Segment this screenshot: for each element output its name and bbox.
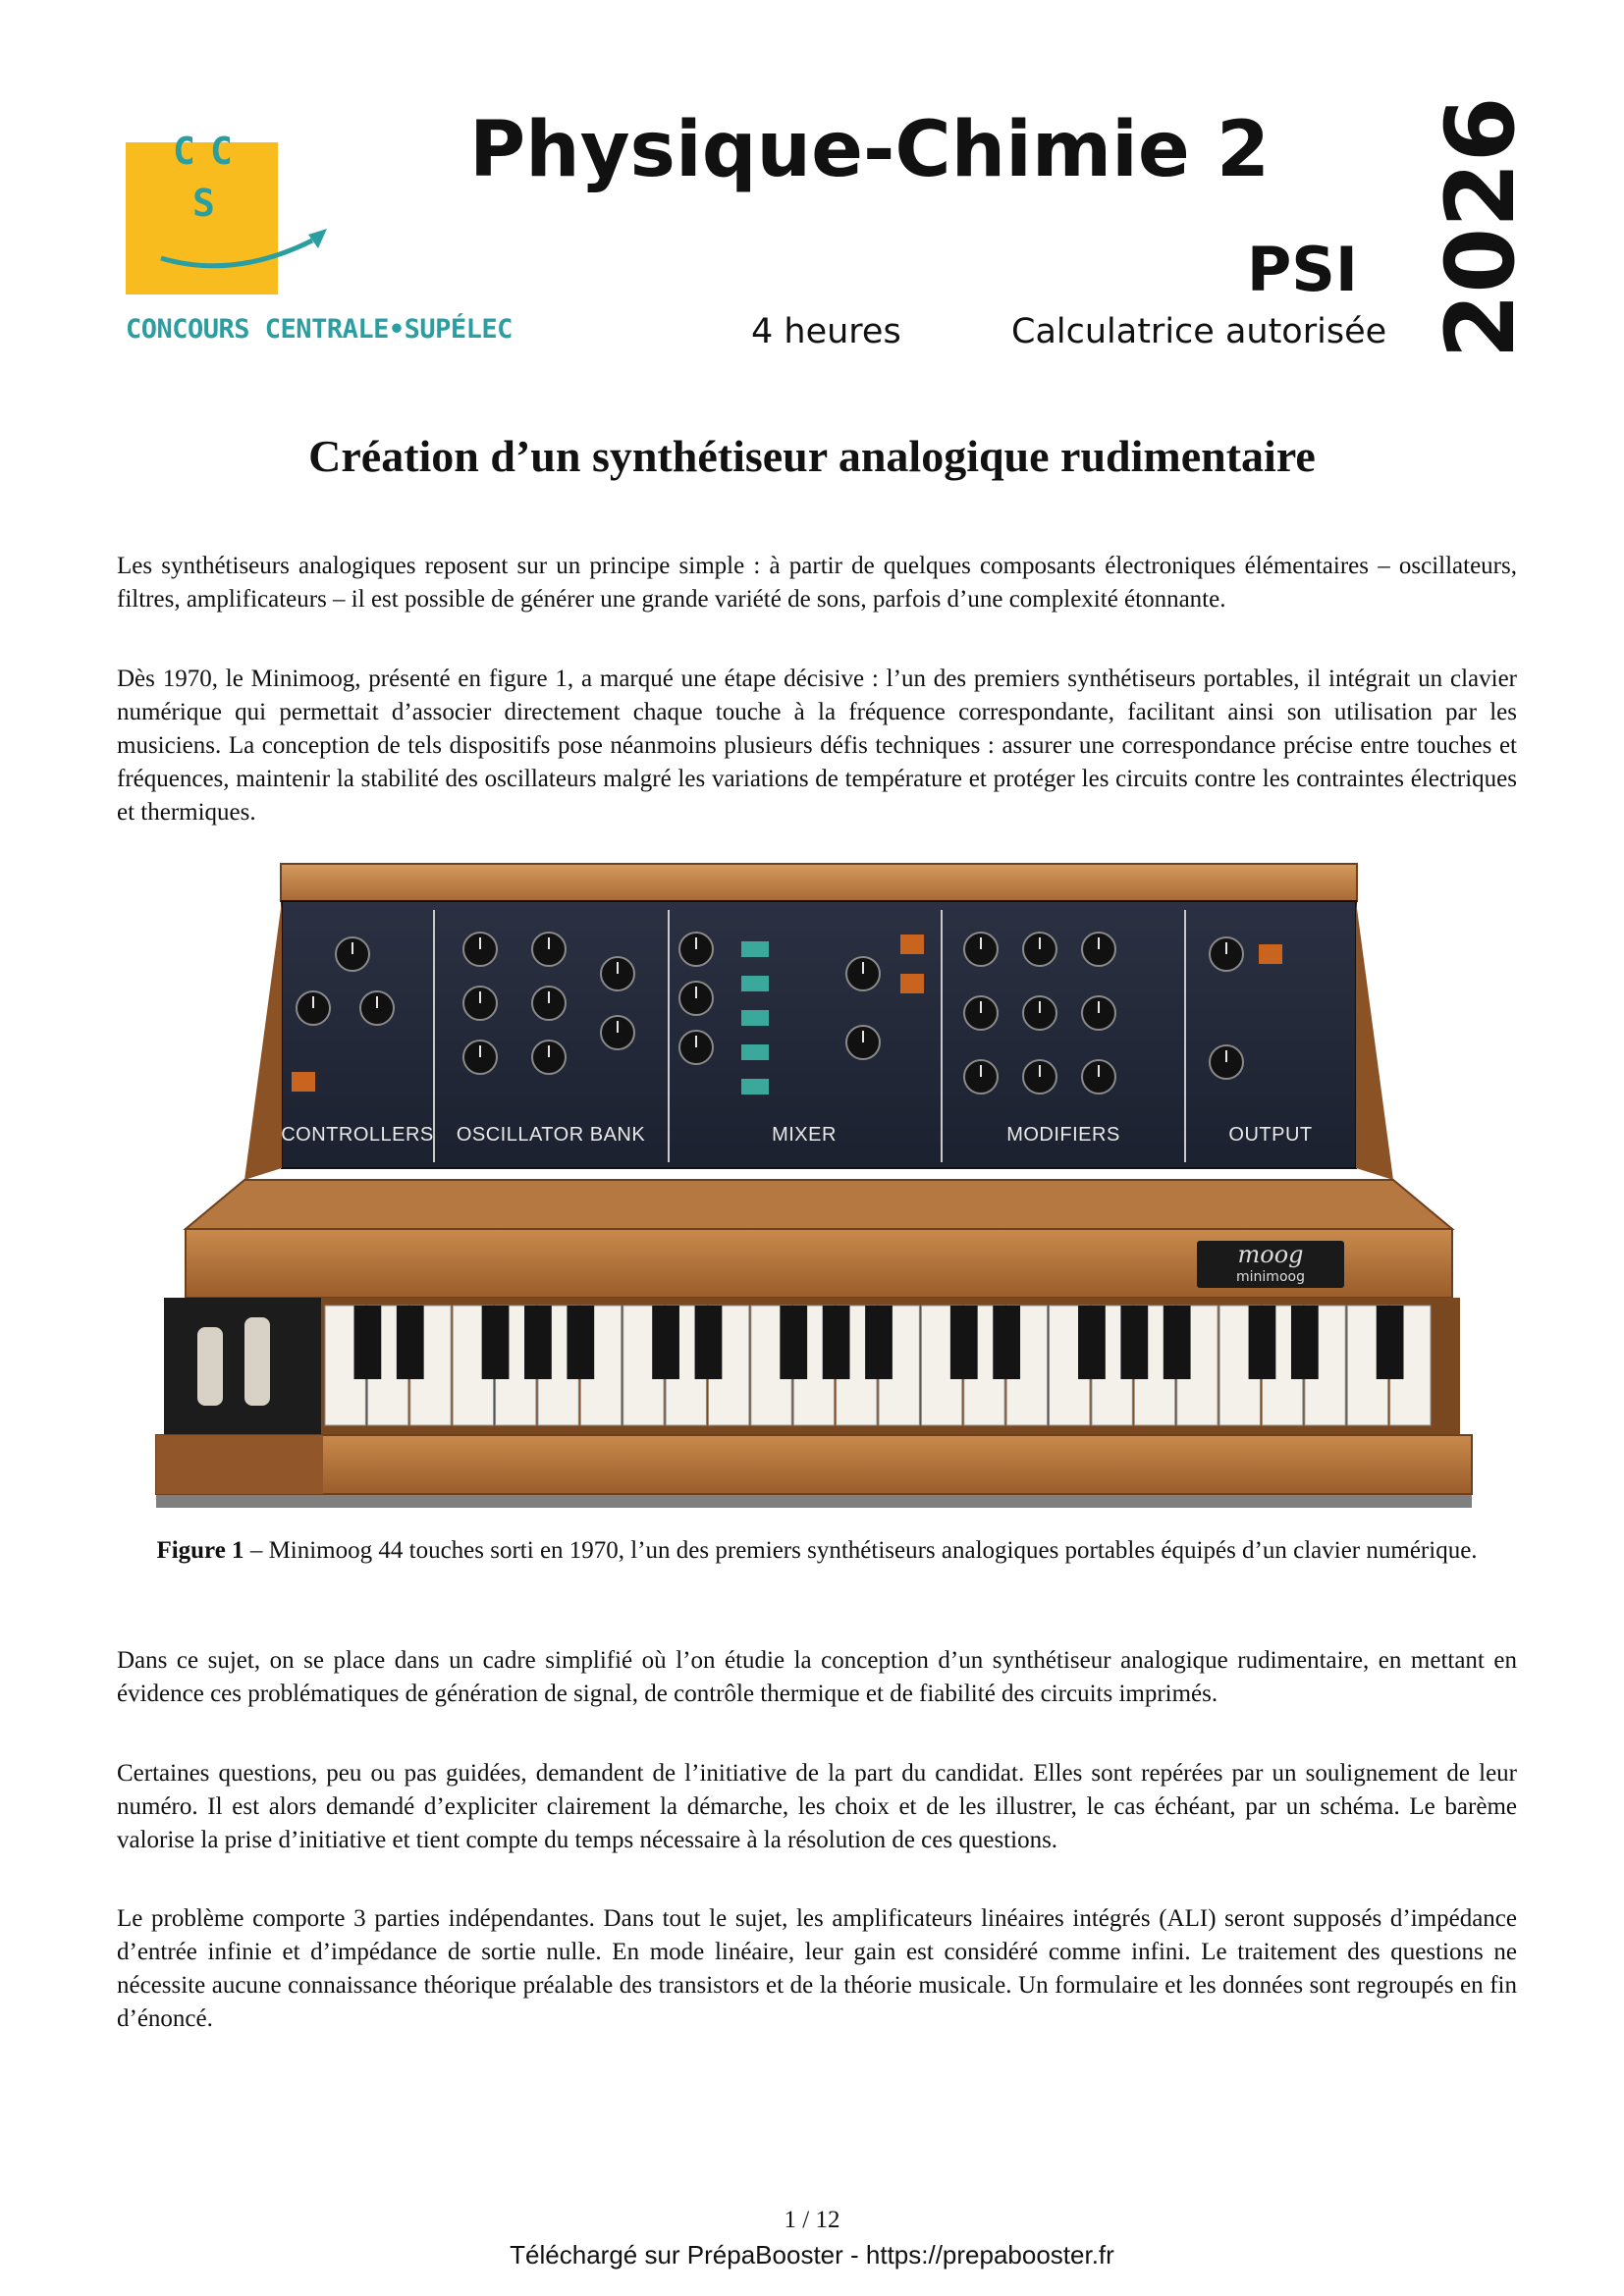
- orange-switch-icon: [900, 934, 924, 954]
- logo-letter-c2: C: [210, 130, 233, 173]
- structure-paragraph: Le problème comporte 3 parties indépendantes. Dans tout le sujet, les amplificateurs linéaires intégrés (ALI) seront supposés d’impédance d’entrée infinie et d’impédance de sortie nulle. En mode linéaire, leur gain est considéré comme infini. Le traitement des questions ne nécessite aucune connaissance théorique préalable des transistors et de la théorie musicale. Un formulaire et les données sont regroupés en fin d’énoncé.: [117, 1905, 1517, 2032]
- brand-logo: moog: [1237, 1241, 1304, 1268]
- exam-duration: 4 heures: [751, 312, 901, 351]
- black-key: [524, 1306, 552, 1379]
- download-footer: Téléchargé sur PrépaBooster - https://prepabooster.fr: [510, 2240, 1114, 2269]
- rocker-switch-icon: [741, 976, 769, 991]
- rocker-switch-icon: [741, 941, 769, 957]
- intro-paragraph-2: Dès 1970, le Minimoog, présenté en figure 1, a marqué une étape décisive : l’un des premiers synthétiseurs portables, il intégrait un clavier numérique qui permettait d’associer directement chaque touche à la fréquence correspondante, facilitant ainsi son utilisation par les musiciens. La conception de tels dispositifs pose néanmoins plusieurs défis techniques : assurer une correspondance précise entre touches et fréquences, maintenir la stabilité des oscillateurs malgré les variations de température et protéger les circuits contre les contraintes électriques et thermiques.: [117, 666, 1517, 826]
- black-key: [1291, 1306, 1319, 1379]
- black-key: [993, 1306, 1020, 1379]
- black-key: [397, 1306, 424, 1379]
- exam-title: Physique-Chimie 2: [469, 106, 1271, 194]
- minimoog-figure: [117, 856, 1517, 1516]
- figure-caption: [117, 1534, 1517, 1568]
- figure-caption-text: – Minimoog 44 touches sorti en 1970, l’un des premiers synthétiseurs analogiques portables équipés d’un clavier numérique.: [244, 1537, 1478, 1564]
- minimoog-illustration: [117, 856, 1517, 1516]
- exam-track: PSI: [1246, 234, 1358, 305]
- orange-switch-icon: [1259, 944, 1282, 964]
- panel-label-output: OUTPUT: [1228, 1124, 1313, 1146]
- orange-switch-icon: [292, 1072, 315, 1092]
- logo-letter-s: S: [192, 182, 215, 225]
- panel-label-controllers: CONTROLLERS: [281, 1124, 434, 1146]
- exam-year: 2026: [1426, 96, 1536, 359]
- black-key: [567, 1306, 594, 1379]
- rocker-switch-icon: [741, 1044, 769, 1060]
- logo-text: CONCOURS CENTRALE•SUPÉLEC: [126, 314, 513, 345]
- intro-paragraph-1: Les synthétiseurs analogiques reposent sur un principe simple : à partir de quelques composants électroniques élémentaires – oscillateurs, filtres, amplificateurs – il est possible de générer une grande variété de sons, parfois d’une complexité étonnante.: [117, 553, 1517, 613]
- rocker-switch-icon: [741, 1079, 769, 1095]
- orange-switch-icon: [900, 974, 924, 993]
- black-key: [1249, 1306, 1276, 1379]
- calculator-note: Calculatrice autorisée: [1011, 312, 1387, 351]
- concours-logo: [118, 113, 513, 348]
- black-key: [780, 1306, 807, 1379]
- black-key: [695, 1306, 723, 1379]
- page-number: 1 / 12: [784, 2207, 840, 2233]
- black-key: [1120, 1306, 1148, 1379]
- black-key: [1377, 1306, 1404, 1379]
- panel-label-mixer: MIXER: [772, 1124, 837, 1146]
- figure-label: Figure 1: [156, 1537, 244, 1564]
- black-key: [1164, 1306, 1191, 1379]
- model-name: minimoog: [1236, 1269, 1305, 1285]
- document-title: Création d’un synthétiseur analogique rudimentaire: [308, 431, 1316, 481]
- ccs-logo-icon: [126, 113, 352, 309]
- panel-label-modifiers: MODIFIERS: [1006, 1124, 1120, 1146]
- initiative-paragraph: Certaines questions, peu ou pas guidées, demandent de l’initiative de la part du candidat. Elles sont repérées par un soulignement de leur numéro. Il est alors demandé d’expliciter clairement la démarche, les choix et de les illustrer, le cas échéant, par un schéma. Le barème valorise la prise d’initiative et tient compte du temps nécessaire à la résolution de ces questions.: [117, 1760, 1517, 1853]
- black-key: [1078, 1306, 1106, 1379]
- context-paragraph: Dans ce sujet, on se place dans un cadre simplifié où l’on étudie la conception d’un synthétiseur analogique rudimentaire, en mettant en évidence ces problématiques de génération de signal, de contrôle thermique et de fiabilité des circuits imprimés.: [117, 1647, 1517, 1707]
- black-key: [950, 1306, 978, 1379]
- black-key: [823, 1306, 850, 1379]
- black-key: [482, 1306, 510, 1379]
- black-key: [865, 1306, 893, 1379]
- logo-letter-c1: C: [173, 130, 195, 173]
- rocker-switch-icon: [741, 1010, 769, 1026]
- black-key: [354, 1306, 382, 1379]
- panel-label-oscillator-bank: OSCILLATOR BANK: [456, 1124, 646, 1146]
- black-key: [652, 1306, 679, 1379]
